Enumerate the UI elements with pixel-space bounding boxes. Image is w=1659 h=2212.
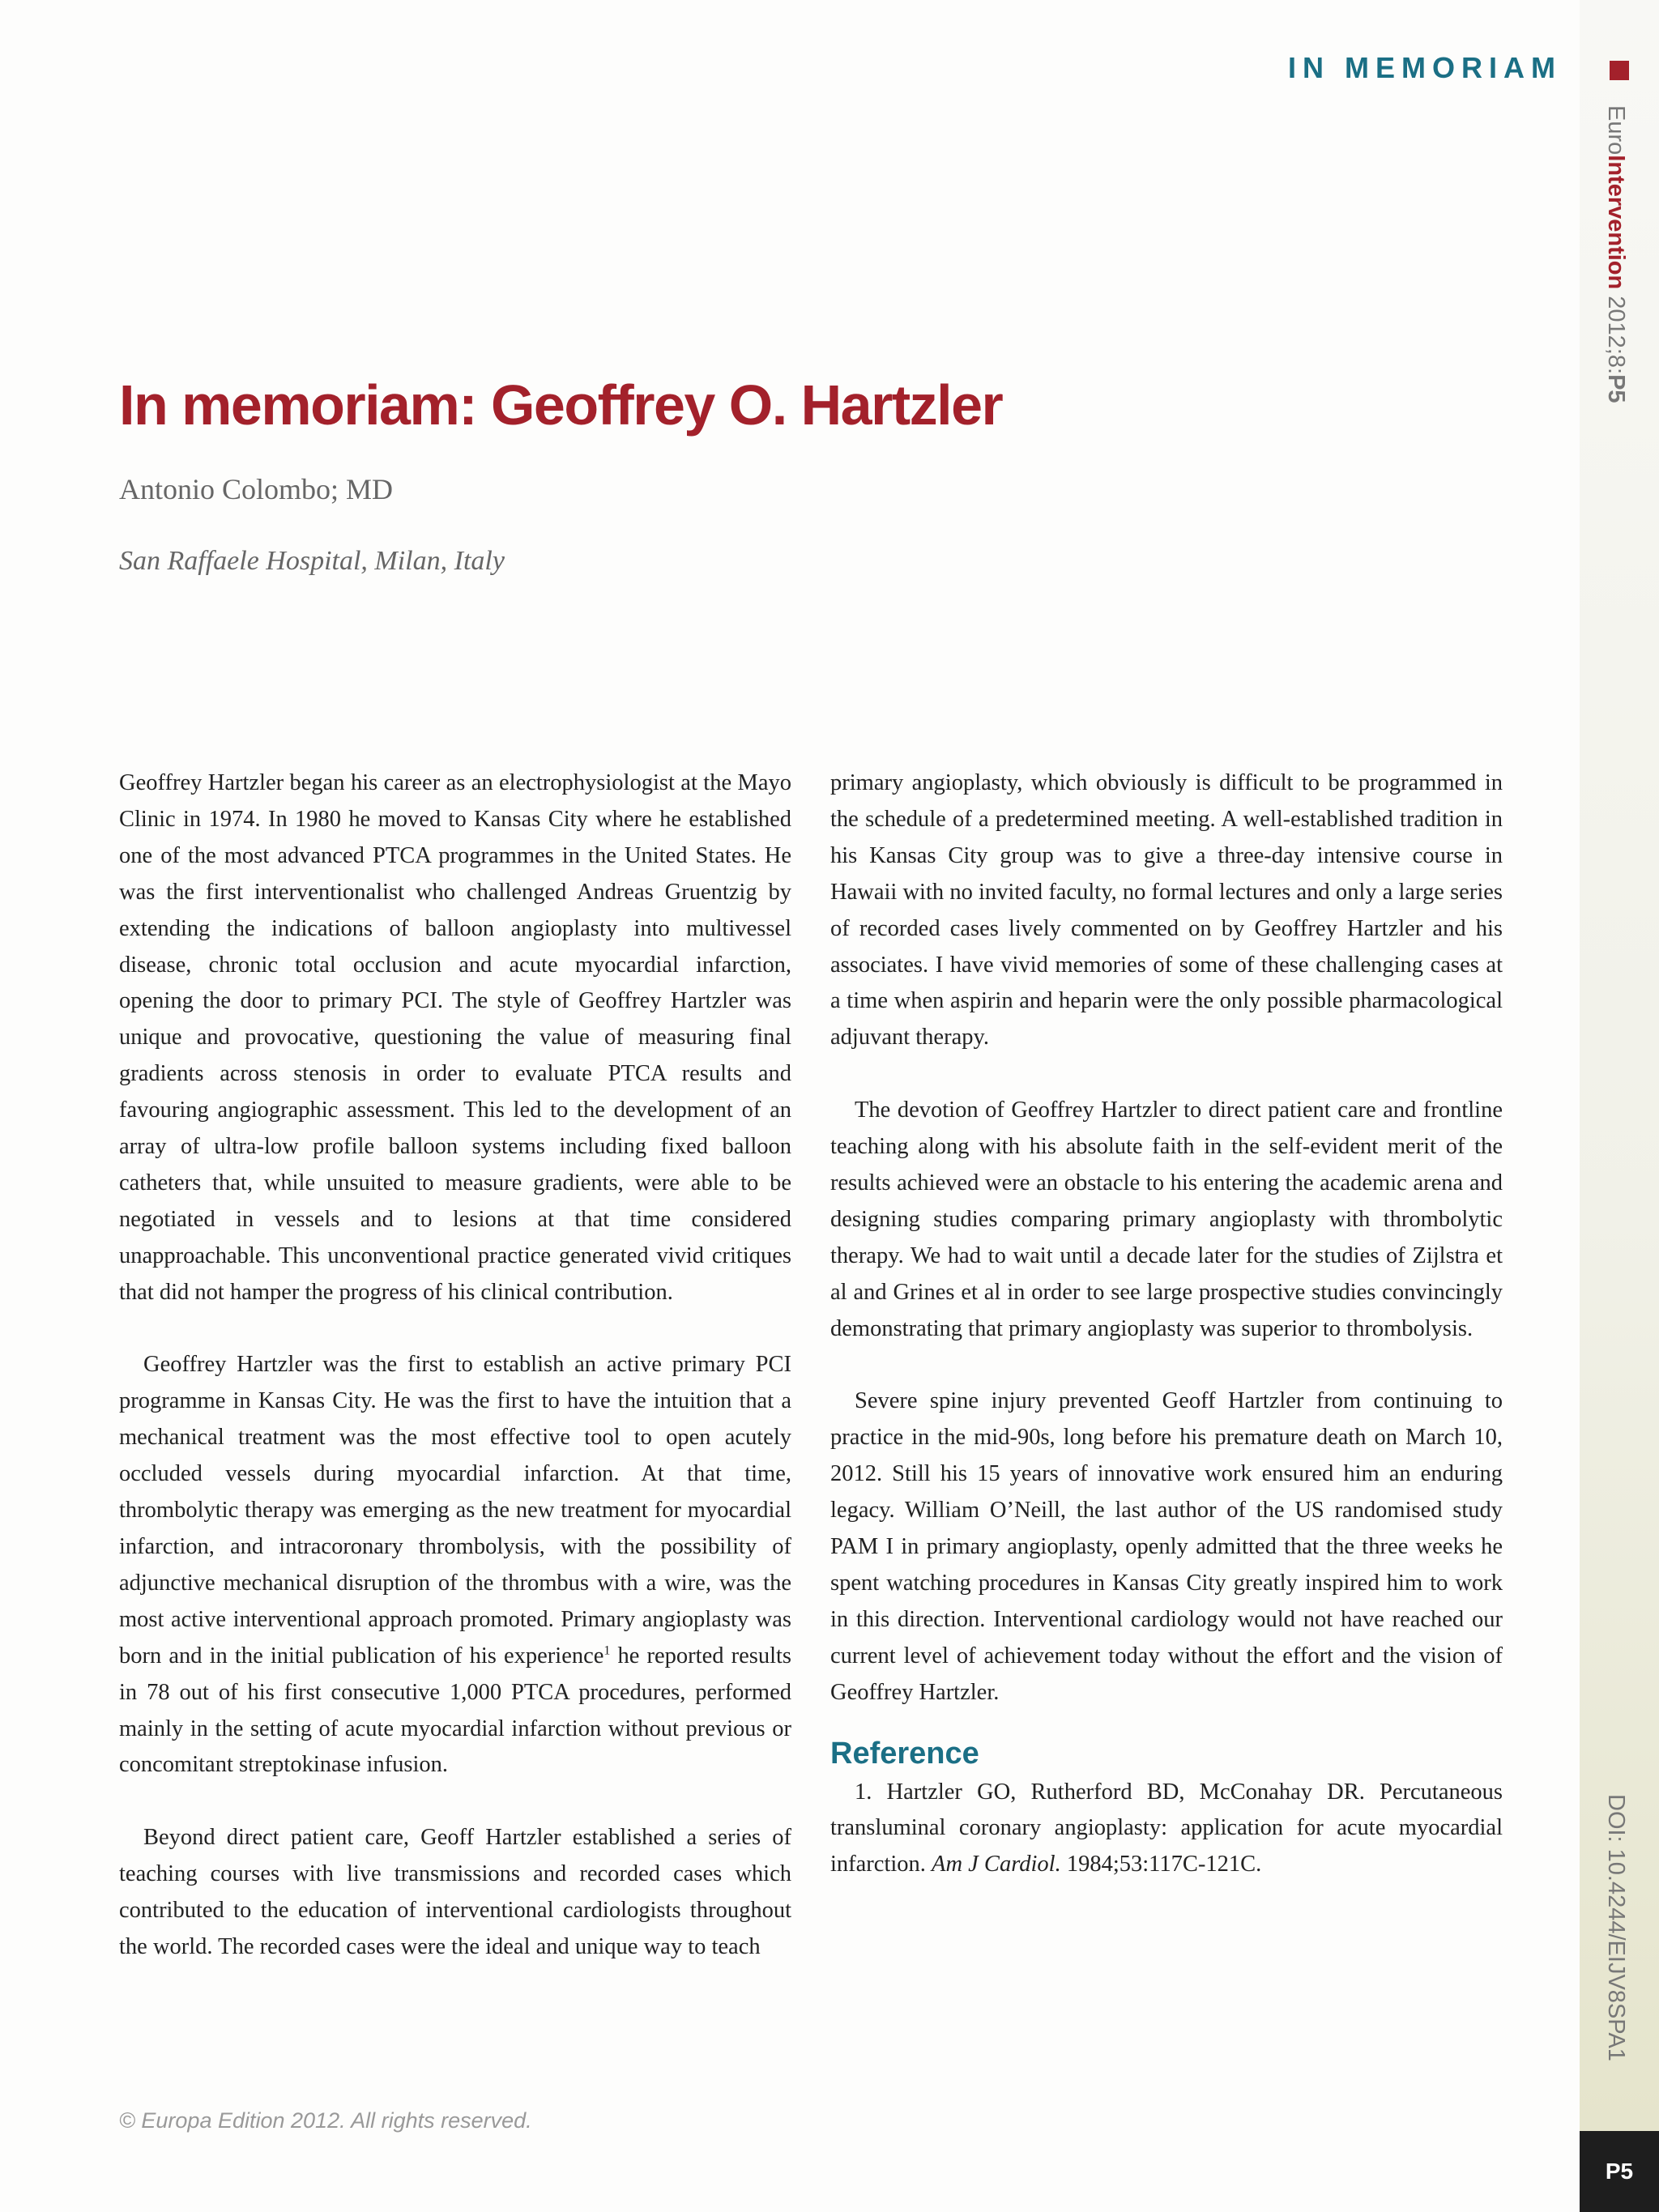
body-paragraph-4: The devotion of Geoffrey Hartzler to direct patient care and frontline teaching along with his absolute faith in the self-evident merit of the results achieved were an obstacle to his entering the academic arena and designing studies comparing primary angioplasty with thrombolytic therapy. We had to wait until a decade later for the studies of Zijlstra et al and Grines et al in order to see large prospective studies convincingly demonstrating that primary angioplasty was superior to thrombolysis.	[830, 1097, 1503, 1341]
paragraph-2-text-start: Geoffrey Hartzler was the first to establish an active primary PCI programme in Kansas City. He was the first to have the intuition that a mechanical treatment was the most effective tool to open acutely occluded vessels during myocardial infarction. At that time, thrombolytic therapy was emerging as the new treatment for myocardial infarction, and intracoronary thrombolysis, with the possibility of adjunctive mechanical disruption of the thrombus with a wire, was the most active interventional approach promoted. Primary angioplasty was born and in the initial publication of his experience	[119, 1352, 791, 1669]
page-number-box	[1580, 2131, 1659, 2212]
journal-name-intervention: Intervention	[1603, 155, 1629, 290]
body-paragraph-5: Severe spine injury prevented Geoff Hartzler from continuing to practice in the mid-90s, long before his premature death on March 10, 2012. Still his 15 years of innovative work ensured him an enduring legacy. William O’Neill, the last author of the US randomised study PAM I in primary angioplasty, openly admitted that the three weeks he spent watching procedures in Kansas City greatly inspired him to work in this direction. Interventional cardiology would not have reached our current level of achievement today without the effort and the vision of Geoffrey Hartzler.	[830, 1388, 1503, 1705]
copyright-notice: © Europa Edition 2012. All rights reserved.	[119, 2108, 532, 2133]
journal-volume: 2012;8:	[1603, 289, 1629, 375]
reference-volume: 1984;53:117C-121C.	[1060, 1852, 1262, 1877]
article-title: In memoriam: Geoffrey O. Hartzler	[119, 373, 1003, 437]
paragraph-2-text-end: he reported results in 78 out of his first consecutive 1,000 PTCA procedures, performed mainly in the setting of acute myocardial infarction without previous or concomitant streptokinase infusion.	[119, 1643, 792, 1778]
section-marker	[1610, 61, 1629, 80]
body-column-right	[830, 765, 1503, 1883]
journal-citation	[1602, 105, 1629, 403]
reference-item	[830, 1775, 1503, 1884]
body-paragraph-3: Beyond direct patient care, Geoff Hartzler established a series of teaching courses with live transmissions and recorded cases which contributed to the education of interventional cardiologists throughout the world. The recorded cases were the ideal and unique way to teach	[119, 1825, 791, 1959]
article-affiliation: San Raffaele Hospital, Milan, Italy	[119, 546, 505, 576]
body-paragraph-3-continued: primary angioplasty, which obviously is difficult to be programmed in the schedule of a predetermined meeting. A well-established tradition in his Kansas City group was to give a three-day intensive course in Hawaii with no invited faculty, no formal lectures and only a large series of recorded cases lively commented on by Geoffrey Hartzler and his associates. I have vivid memories of some of these challenging cases at a time when aspirin and heparin were the only possible pharmacological adjuvant therapy.	[830, 770, 1503, 1051]
body-paragraph-2	[119, 1347, 791, 1784]
reference-text: 1. Hartzler GO, Rutherford BD, McConahay DR. Percutaneous transluminal coronary angioplasty: application for acute myocardial infarction.	[830, 1779, 1503, 1877]
journal-name-euro: Euro	[1603, 105, 1629, 156]
citation-marker[interactable]: 1	[603, 1643, 611, 1658]
reference-journal: Am J Cardiol.	[932, 1852, 1061, 1877]
doi-label: DOI: 10.4244/EIJV8SPA1	[1603, 1794, 1629, 2061]
references-heading: Reference	[830, 1736, 979, 1771]
page-number: P5	[1605, 2159, 1634, 2184]
journal-page: P5	[1603, 374, 1629, 403]
body-column-left	[119, 765, 791, 1966]
body-paragraph-1: Geoffrey Hartzler began his career as an electrophysiologist at the Mayo Clinic in 1974. In 1980 he moved to Kansas City where he established one of the most advanced PTCA programmes in the United States. He was the first interventionalist who challenged Andreas Gruentzig by extending the indications of balloon angioplasty into multivessel disease, chronic total occlusion and acute myocardial infarction, opening the door to primary PCI. The style of Geoffrey Hartzler was unique and provocative, questioning the value of measuring final gradients across stenosis in order to evaluate PTCA results and favouring angiographic assessment. This led to the development of an array of ultra-low profile balloon systems including fixed balloon catheters that, while unsuited to measure gradients, were able to be negotiated in vessels and to lesions at that time considered unapproachable. This unconventional practice generated vivid critiques that did not hamper the progress of his clinical contribution.	[119, 770, 791, 1305]
section-label: IN MEMORIAM	[1288, 51, 1562, 84]
article-author: Antonio Colombo; MD	[119, 473, 394, 505]
